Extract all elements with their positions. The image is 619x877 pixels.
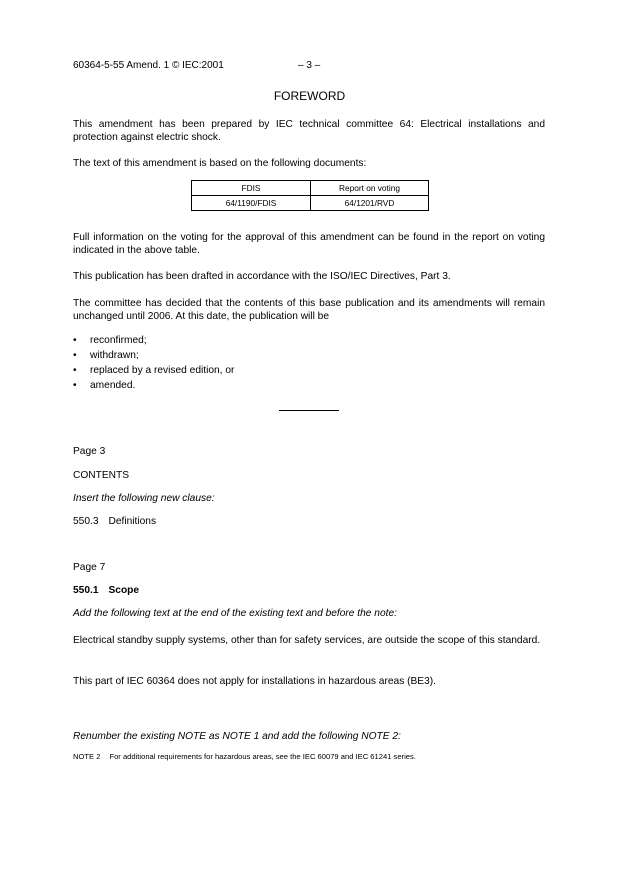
table-cell: 64/1190/FDIS — [192, 196, 311, 211]
table-cell: 64/1201/RVD — [311, 196, 429, 211]
clause-number: 550.3 — [73, 516, 99, 527]
bullet-icon: • — [73, 350, 77, 361]
note-2 — [73, 752, 416, 761]
table-header-row — [192, 181, 429, 196]
clause-title: Scope — [108, 585, 140, 596]
clause-number: 550.1 — [73, 585, 99, 596]
list-item-text: replaced by a revised edition, or — [90, 365, 235, 376]
foreword-title: FOREWORD — [273, 89, 346, 103]
bullet-icon: • — [73, 365, 77, 376]
list-item — [73, 333, 234, 348]
voting-documents-table — [191, 180, 429, 211]
list-item — [73, 378, 234, 393]
note-text: For additional requirements for hazardous areas, see the IEC 60079 and IEC 61241 series. — [109, 752, 416, 761]
contents-heading: CONTENTS — [73, 470, 130, 481]
note-label: NOTE 2 — [73, 752, 101, 761]
status-bullet-list — [73, 333, 234, 393]
page-reference-3: Page 3 — [73, 446, 106, 457]
foreword-paragraph-3: Full information on the voting for the approval of this amendment can be found in the report on voting indicated in the above table. — [73, 232, 545, 256]
table-header-cell: Report on voting — [311, 181, 429, 196]
list-item — [73, 363, 234, 378]
list-item — [73, 348, 234, 363]
insert-instruction: Insert the following new clause: — [73, 493, 215, 504]
scope-paragraph-1: Electrical standby supply systems, other than for safety services, are outside the scope of this standard. — [73, 635, 541, 646]
scope-heading — [73, 585, 139, 598]
renumber-instruction: Renumber the existing NOTE as NOTE 1 and add the following NOTE 2: — [73, 731, 401, 742]
add-text-instruction: Add the following text at the end of the existing text and before the note: — [73, 608, 397, 619]
new-clause-entry — [73, 516, 156, 529]
section-divider — [279, 410, 339, 411]
bullet-icon: • — [73, 335, 77, 346]
clause-title: Definitions — [108, 516, 157, 527]
header-reference: 60364-5-55 Amend. 1 © IEC:2001 — [73, 60, 224, 71]
page-reference-7: Page 7 — [73, 562, 106, 573]
list-item-text: withdrawn; — [90, 350, 139, 361]
foreword-paragraph-2: The text of this amendment is based on the following documents: — [73, 158, 367, 169]
bullet-icon: • — [73, 380, 77, 391]
header-page-number: – 3 – — [298, 60, 321, 71]
table-header-cell: FDIS — [192, 181, 311, 196]
list-item-text: amended. — [90, 380, 136, 391]
table-row — [192, 196, 429, 211]
scope-paragraph-2: This part of IEC 60364 does not apply for installations in hazardous areas (BE3). — [73, 676, 436, 687]
foreword-paragraph-1: This amendment has been prepared by IEC technical committee 64: Electrical installations and protection against electric shock. — [73, 119, 545, 143]
foreword-paragraph-4: This publication has been drafted in accordance with the ISO/IEC Directives, Part 3. — [73, 271, 451, 282]
foreword-paragraph-5: The committee has decided that the contents of this base publication and its amendments will remain unchanged until 2006. At this date, the publication will be — [73, 298, 545, 322]
list-item-text: reconfirmed; — [90, 335, 147, 346]
